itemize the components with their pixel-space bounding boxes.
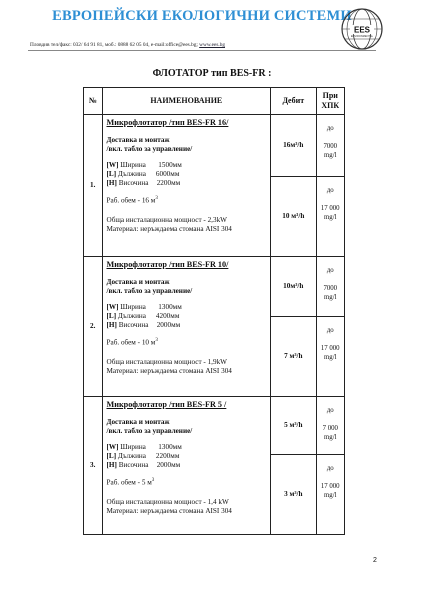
hpk-value: 17 000 [320,205,340,213]
debit-cell: 7 м³/h [271,317,316,397]
hpk-unit: mg/l [324,353,337,361]
company-name: ЕВРОПЕЙСКИ ЕКОЛОГИЧНИ СИСТЕМИ [52,8,352,24]
height-key: [H] [106,321,117,330]
height-value: 2200мм [156,179,181,188]
length-label: Дължина [117,170,146,179]
row-number: 1. [84,115,103,257]
working-volume [107,338,267,347]
table-row [84,257,345,317]
power-text: Обща инсталационна мощност - 1,9kW [106,357,227,366]
logo-text: EES [353,25,371,35]
panel-label: /вкл. табло за управление/ [106,287,193,296]
volume-sup: 3 [155,338,158,344]
height-label: Височина [118,321,149,330]
height-line [107,321,267,330]
hpk-prefix: до [326,465,334,472]
volume-sup: 3 [155,196,158,202]
logo-subtext: ENVIRONMENTAL [350,35,374,38]
hpk-cell [316,257,345,317]
debit-cell: 16м³/h [271,115,316,177]
height-value: 2000мм [156,461,181,470]
product-description [102,397,271,535]
width-value: 1300мм [158,443,182,452]
power-text: Обща инсталационна мощност - 1,4 kW [106,497,229,506]
globe-logo-icon [339,6,385,52]
hpk-value: 17 000 [320,345,340,353]
debit-cell: 10 м³/h [271,177,316,257]
height-key: [H] [106,179,117,188]
working-volume [107,478,267,487]
hpk-unit: mg/l [324,151,337,159]
product-description [102,257,271,397]
website-link[interactable]: www.ees.bg [199,42,226,48]
product-title: Микрофлотатор /тип BES-FR 16/ [106,118,229,127]
hpk-value: 7 000 [322,425,338,433]
length-value: 2200мм [155,452,180,461]
hpk-unit: mg/l [324,293,337,301]
length-line [107,312,267,321]
height-label: Височина [118,461,149,470]
length-label: Дължина [117,452,146,461]
dimensions [107,443,267,470]
debit-cell: 5 м³/h [271,397,316,455]
material-text: Материал: неръждаема стомана AISI 304 [106,506,232,515]
volume-text: Раб. обем - 16 м [106,196,156,205]
material-text: Материал: неръждаема стомана AISI 304 [106,224,232,233]
hpk-prefix: до [326,407,334,414]
row-number: 3. [84,397,103,535]
height-line [107,179,267,188]
header-number: № [84,88,103,115]
hpk-cell [316,115,345,177]
width-line [107,303,267,312]
width-label: Ширина [120,161,146,170]
contact-line [30,42,330,48]
length-label: Дължина [117,312,146,321]
hpk-value: 17 000 [320,483,340,491]
working-volume [107,196,267,205]
length-key: [L] [106,312,117,321]
length-line [107,452,267,461]
width-key: [W] [106,303,119,312]
hpk-prefix: до [326,125,334,132]
product-description [102,115,271,257]
length-key: [L] [106,452,117,461]
contact-text: Пловдив тел/факс: 032/ 64 91 81, моб.: 0888 62 05 04, e-mail:office@ees.bg; [30,42,198,48]
volume-text: Раб. обем - 10 м [106,338,156,347]
debit-cell: 3 м³/h [271,455,316,535]
width-key: [W] [106,443,119,452]
width-label: Ширина [120,303,146,312]
width-key: [W] [106,161,119,170]
hpk-prefix: до [326,187,334,194]
table-row [84,115,345,177]
hpk-value: 7000 [323,143,338,151]
material-text: Материал: неръждаема стомана AISI 304 [106,366,232,375]
header-hpk-line1: При [322,91,338,100]
delivery-label: Доставка и монтаж [106,278,170,287]
length-value: 6000мм [155,170,180,179]
hpk-unit: mg/l [324,491,337,499]
specs [107,216,267,234]
dimensions [107,161,267,188]
width-line [107,443,267,452]
width-line [107,161,267,170]
panel-label: /вкл. табло за управление/ [106,145,193,154]
header-divider [28,50,376,51]
width-label: Ширина [120,443,146,452]
debit-cell: 10м³/h [271,257,316,317]
table-header-row [84,88,345,115]
height-line [107,461,267,470]
product-title: Микрофлотатор /тип BES-FR 10/ [106,260,229,269]
product-title: Микрофлотатор /тип BES-FR 5 / [106,400,227,409]
hpk-unit: mg/l [324,433,337,441]
product-subtitle [107,136,267,154]
table-row [84,397,345,455]
height-value: 2000мм [156,321,181,330]
header-hpk-line2: ХПК [321,101,340,110]
header-debit: Дебит [271,88,316,115]
hpk-unit: mg/l [324,213,337,221]
header-name: НАИМЕНОВАНИЕ [102,88,271,115]
products-table [83,87,345,535]
height-key: [H] [106,461,117,470]
dimensions [107,303,267,330]
volume-sup: 3 [151,478,155,484]
header-hpk [316,88,345,115]
hpk-cell [316,397,345,455]
hpk-prefix: до [326,267,334,274]
length-line [107,170,267,179]
row-number: 2. [84,257,103,397]
hpk-value: 7000 [323,285,338,293]
hpk-cell [316,177,345,257]
length-key: [L] [106,170,117,179]
page-number: 2 [373,557,377,564]
product-subtitle [107,278,267,296]
width-value: 1300мм [158,303,182,312]
delivery-label: Доставка и монтаж [106,418,170,427]
document-title: ФЛОТАТОР тип BES-FR : [152,68,272,79]
delivery-label: Доставка и монтаж [106,136,170,145]
height-label: Височина [118,179,149,188]
power-text: Обща инсталационна мощност - 2,3kW [106,215,227,224]
length-value: 4200мм [155,312,180,321]
specs [107,358,267,376]
hpk-cell [316,317,345,397]
width-value: 1500мм [158,161,182,170]
product-subtitle [107,418,267,436]
hpk-prefix: до [326,327,334,334]
panel-label: /вкл. табло за управление/ [106,427,193,436]
volume-text: Раб. обем - 5 м [106,478,152,487]
specs [107,498,267,516]
hpk-cell [316,455,345,535]
